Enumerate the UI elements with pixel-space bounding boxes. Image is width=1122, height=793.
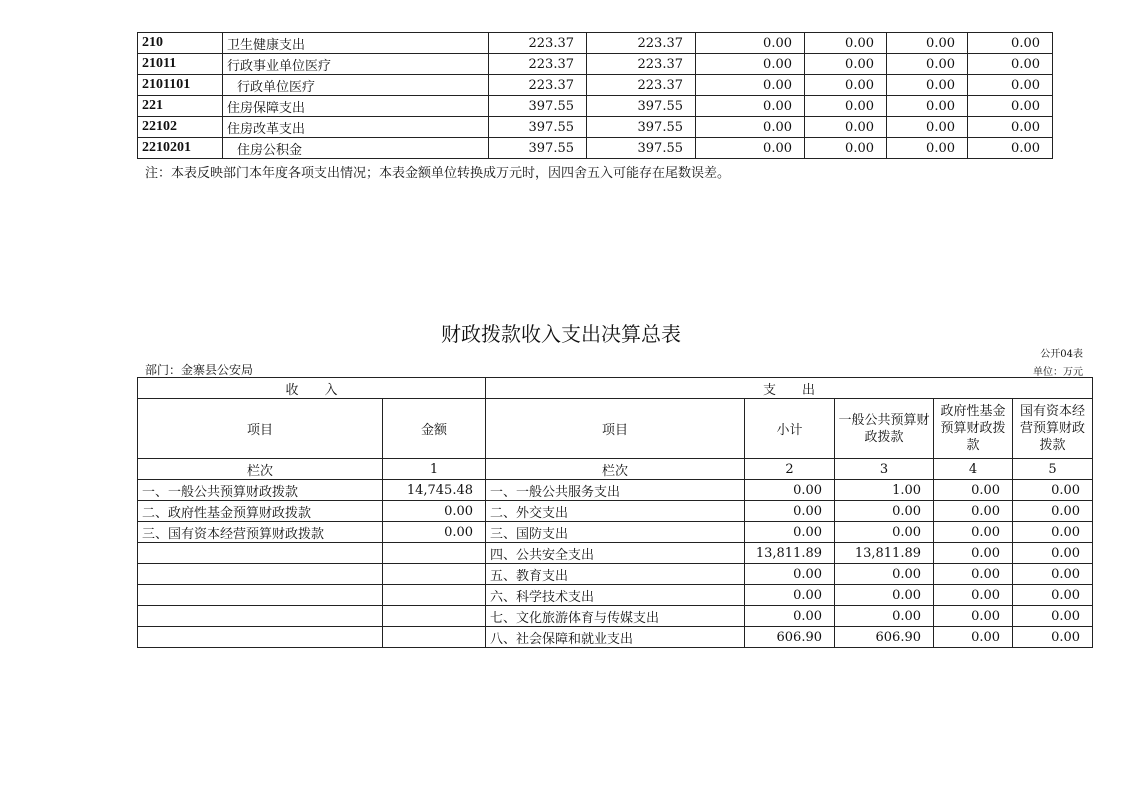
index-4: 4 [934, 459, 1013, 480]
expense-item: 七、文化旅游体育与传媒支出 [486, 606, 745, 627]
row-value: 223.37 [587, 75, 696, 96]
row-value: 223.37 [489, 54, 587, 75]
expense-header: 支 出 [486, 378, 1093, 399]
table-row [138, 564, 1093, 585]
table-row [138, 543, 1093, 564]
table-row [138, 501, 1093, 522]
expense-fund: 0.00 [934, 585, 1013, 606]
section-header-row [138, 378, 1093, 399]
row-value: 0.00 [887, 33, 968, 54]
table-row [138, 480, 1093, 501]
row-code: 2210201 [138, 138, 223, 159]
col-header-subtotal: 小计 [745, 399, 835, 459]
expense-fund: 0.00 [934, 480, 1013, 501]
row-value: 0.00 [968, 75, 1053, 96]
income-item: 一、一般公共预算财政拨款 [138, 480, 383, 501]
expense-general: 0.00 [835, 585, 934, 606]
row-name: 卫生健康支出 [223, 33, 489, 54]
income-amount: 0.00 [383, 501, 486, 522]
index-2: 2 [745, 459, 835, 480]
row-value: 0.00 [887, 54, 968, 75]
expense-item: 六、科学技术支出 [486, 585, 745, 606]
row-value: 0.00 [805, 75, 887, 96]
row-code: 22102 [138, 117, 223, 138]
expense-item: 八、社会保障和就业支出 [486, 627, 745, 648]
expenditure-detail-table [137, 32, 1053, 159]
expense-state: 0.00 [1013, 501, 1093, 522]
income-amount [383, 627, 486, 648]
income-item: 三、国有资本经营预算财政拨款 [138, 522, 383, 543]
table-row [138, 96, 1053, 117]
expense-subtotal: 0.00 [745, 564, 835, 585]
index-1: 1 [383, 459, 486, 480]
col-header-state: 国有资本经营预算财政拨款 [1013, 399, 1093, 459]
expense-item: 五、教育支出 [486, 564, 745, 585]
expense-general: 0.00 [835, 606, 934, 627]
income-item [138, 585, 383, 606]
row-label-left: 栏次 [138, 459, 383, 480]
row-value: 0.00 [968, 138, 1053, 159]
expense-fund: 0.00 [934, 543, 1013, 564]
expense-fund: 0.00 [934, 564, 1013, 585]
row-value: 397.55 [489, 96, 587, 117]
row-name: 行政事业单位医疗 [223, 54, 489, 75]
department-label: 部门：金寨县公安局 [145, 363, 254, 377]
expense-item: 一、一般公共服务支出 [486, 480, 745, 501]
index-5: 5 [1013, 459, 1093, 480]
income-amount [383, 606, 486, 627]
row-value: 397.55 [587, 138, 696, 159]
col-header-item2: 项目 [486, 399, 745, 459]
expense-state: 0.00 [1013, 480, 1093, 501]
col-header-amount: 金额 [383, 399, 486, 459]
row-value: 223.37 [489, 33, 587, 54]
col-header-item: 项目 [138, 399, 383, 459]
row-value: 223.37 [587, 54, 696, 75]
row-value: 0.00 [805, 138, 887, 159]
row-value: 397.55 [489, 138, 587, 159]
row-value: 0.00 [696, 96, 805, 117]
row-value: 223.37 [587, 33, 696, 54]
row-value: 0.00 [968, 33, 1053, 54]
row-value: 0.00 [696, 75, 805, 96]
expense-state: 0.00 [1013, 522, 1093, 543]
income-item [138, 564, 383, 585]
expense-general: 606.90 [835, 627, 934, 648]
row-value: 0.00 [805, 117, 887, 138]
col-header-general: 一般公共预算财政拨款 [835, 399, 934, 459]
row-value: 397.55 [489, 117, 587, 138]
row-code: 21011 [138, 54, 223, 75]
row-value: 0.00 [696, 54, 805, 75]
expense-state: 0.00 [1013, 564, 1093, 585]
row-value: 0.00 [696, 33, 805, 54]
income-amount [383, 543, 486, 564]
expense-state: 0.00 [1013, 543, 1093, 564]
income-amount: 14,745.48 [383, 480, 486, 501]
index-3: 3 [835, 459, 934, 480]
income-item [138, 543, 383, 564]
row-value: 397.55 [587, 117, 696, 138]
row-value: 0.00 [805, 54, 887, 75]
table-row [138, 33, 1053, 54]
expense-fund: 0.00 [934, 606, 1013, 627]
row-value: 0.00 [805, 96, 887, 117]
income-item [138, 606, 383, 627]
income-amount [383, 585, 486, 606]
row-value: 0.00 [968, 117, 1053, 138]
row-value: 0.00 [968, 54, 1053, 75]
expense-subtotal: 0.00 [745, 522, 835, 543]
expense-general: 0.00 [835, 564, 934, 585]
table-row [138, 117, 1053, 138]
table-row [138, 138, 1053, 159]
income-amount: 0.00 [383, 522, 486, 543]
row-code: 221 [138, 96, 223, 117]
row-value: 0.00 [887, 75, 968, 96]
expense-fund: 0.00 [934, 522, 1013, 543]
expense-subtotal: 0.00 [745, 501, 835, 522]
row-name: 住房保障支出 [223, 96, 489, 117]
expense-subtotal: 606.90 [745, 627, 835, 648]
income-item [138, 627, 383, 648]
expense-general: 0.00 [835, 501, 934, 522]
row-value: 0.00 [887, 138, 968, 159]
row-value: 0.00 [887, 96, 968, 117]
row-value: 223.37 [489, 75, 587, 96]
column-header-row [138, 399, 1093, 459]
row-code: 210 [138, 33, 223, 54]
row-name: 住房改革支出 [223, 117, 489, 138]
expense-state: 0.00 [1013, 606, 1093, 627]
report-title: 财政拨款收入支出决算总表 [441, 322, 681, 346]
row-label-right: 栏次 [486, 459, 745, 480]
table-row [138, 585, 1093, 606]
row-value: 0.00 [696, 138, 805, 159]
expense-state: 0.00 [1013, 627, 1093, 648]
table-row [138, 75, 1053, 96]
row-name: 行政单位医疗 [223, 75, 489, 96]
expense-item: 四、公共安全支出 [486, 543, 745, 564]
expense-subtotal: 0.00 [745, 480, 835, 501]
row-value: 0.00 [805, 33, 887, 54]
income-header: 收 入 [138, 378, 486, 399]
table-row [138, 54, 1053, 75]
expense-general: 13,811.89 [835, 543, 934, 564]
table-row [138, 606, 1093, 627]
expense-subtotal: 0.00 [745, 585, 835, 606]
row-value: 397.55 [587, 96, 696, 117]
row-value: 0.00 [887, 117, 968, 138]
table-note: 注：本表反映部门本年度各项支出情况；本表金额单位转换成万元时，因四舍五入可能存在尾数误差。 [145, 166, 731, 181]
expense-fund: 0.00 [934, 501, 1013, 522]
column-index-row [138, 459, 1093, 480]
table-row [138, 522, 1093, 543]
expense-general: 1.00 [835, 480, 934, 501]
row-value: 0.00 [968, 96, 1053, 117]
form-code: 公开04表 [1040, 349, 1083, 360]
expense-item: 二、外交支出 [486, 501, 745, 522]
table-row [138, 627, 1093, 648]
row-code: 2101101 [138, 75, 223, 96]
income-item: 二、政府性基金预算财政拨款 [138, 501, 383, 522]
unit-label: 单位：万元 [1033, 367, 1083, 378]
expense-subtotal: 0.00 [745, 606, 835, 627]
expense-state: 0.00 [1013, 585, 1093, 606]
row-name: 住房公积金 [223, 138, 489, 159]
expense-fund: 0.00 [934, 627, 1013, 648]
col-header-fund: 政府性基金预算财政拨款 [934, 399, 1013, 459]
fiscal-summary-table [137, 377, 1093, 648]
expense-general: 0.00 [835, 522, 934, 543]
row-value: 0.00 [696, 117, 805, 138]
income-amount [383, 564, 486, 585]
expense-item: 三、国防支出 [486, 522, 745, 543]
expense-subtotal: 13,811.89 [745, 543, 835, 564]
